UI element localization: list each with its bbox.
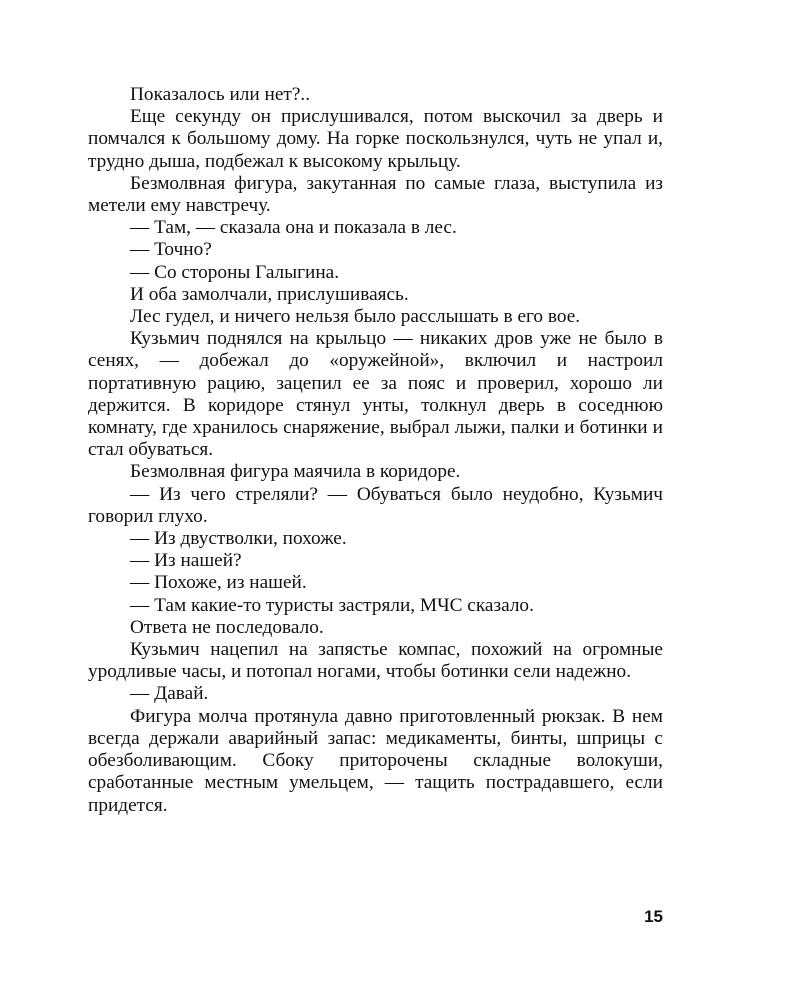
- paragraph: Кузьмич нацепил на запястье компас, похожий на огромные уродливые часы, и потопал ногами, чтобы ботинки сели надежно.: [88, 639, 663, 683]
- paragraph: — Точно?: [130, 239, 212, 261]
- paragraph: — Там какие-то туристы застряли, МЧС сказало.: [130, 594, 534, 616]
- page-text: [88, 84, 663, 817]
- paragraph: — Там, — сказала она и показала в лес.: [130, 217, 457, 239]
- paragraph: Еще секунду он прислушивался, потом выскочил за дверь и помчался к большому дому. На горке поскользнулся, чуть не упал и, трудно дыша, подбежал к высокому крыльцу.: [88, 106, 663, 172]
- paragraph: — Давай.: [130, 683, 209, 705]
- paragraph: — Из нашей?: [130, 550, 242, 572]
- paragraph: Безмолвная фигура, закутанная по самые глаза, выступила из метели ему навстречу.: [88, 172, 663, 217]
- paragraph: — Из чего стреляли? — Обуваться было неудобно, Кузьмич говорил глухо.: [88, 483, 663, 527]
- page-number: 15: [644, 907, 663, 926]
- paragraph: И оба замолчали, прислушиваясь.: [130, 283, 409, 305]
- paragraph: Лес гудел, и ничего нельзя было расслышать в его вое.: [130, 306, 581, 328]
- paragraph: Кузьмич поднялся на крыльцо — никаких дров уже не было в сенях, — добежал до «оружейной», включил и настроил портативную рацию, зацепил ее за пояс и проверил, хорошо ли держится. В коридоре стянул унты, толкнул дверь в соседнюю комнату, где хранилось снаряжение, выбрал лыжи, палки и ботинки и стал обуваться.: [88, 328, 663, 461]
- paragraph: Безмолвная фигура маячила в коридоре.: [130, 461, 461, 483]
- paragraph: — Со стороны Галыгина.: [130, 261, 340, 283]
- paragraph: Фигура молча протянула давно приготовленный рюкзак. В нем всегда держали аварийный запас: медикаменты, бинты, шприцы с обезболивающим. Сбоку приторочены складные волокуши, сработанные местным умельцем, — тащить пострадавшего, если придется.: [88, 705, 663, 816]
- paragraph: Показалось или нет?..: [130, 84, 311, 105]
- paragraph: Ответа не последовало.: [130, 616, 324, 638]
- paragraph: — Из двустволки, похоже.: [130, 528, 347, 550]
- paragraph: — Похоже, из нашей.: [130, 572, 307, 594]
